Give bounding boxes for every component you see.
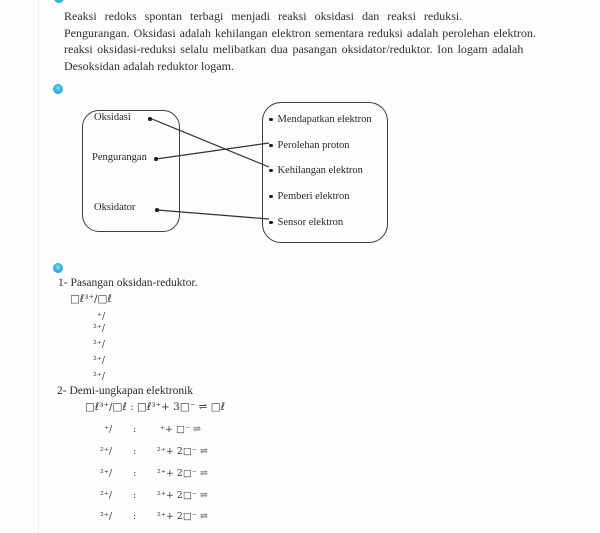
pair-cell: ²⁺/ — [100, 511, 113, 522]
connector-dot — [154, 157, 158, 161]
list-bullet-icon — [269, 144, 273, 148]
section1-row: ²⁺/ — [93, 371, 106, 382]
colon-cell: : — [133, 490, 137, 501]
colon-cell: : — [133, 424, 137, 435]
section2-row — [100, 511, 280, 525]
section1-title: 1- Pasangan oksidan-reduktor. — [58, 277, 198, 289]
pair-cell: ²⁺/ — [100, 446, 113, 457]
pair-cell: ²⁺/ — [100, 468, 113, 479]
definition-item — [269, 161, 363, 179]
equation-cell: ²⁺+ 2□⁻ ⇌ — [157, 468, 208, 479]
section2-row — [100, 446, 280, 460]
intro-line-2: Pengurangan. Oksidasi adalah kehilangan elektron sementara reduksi adalah perolehan elektron. — [64, 25, 536, 40]
term-oksidasi: Oksidasi — [94, 112, 131, 123]
section1-formula: □ℓ³⁺/□ℓ — [70, 293, 112, 305]
term-pengurangan: Pengurangan — [92, 152, 147, 163]
section2-formula: □ℓ³⁺/□ℓ : □ℓ³⁺+ 3□⁻ ⇌ □ℓ — [85, 401, 226, 413]
equation-cell: ²⁺+ 2□⁻ ⇌ — [157, 446, 208, 457]
definition-item — [269, 110, 372, 128]
intro-line-3: reaksi oksidasi-reduksi selalu melibatkan dua pasangan oksidator/reduktor. Ion logam adalah — [64, 42, 524, 56]
section2-row — [100, 468, 280, 482]
list-bullet-icon — [269, 169, 273, 173]
connector-dot — [148, 117, 152, 121]
term-oksidator: Oksidator — [94, 202, 136, 213]
intro-line-1: Reaksi redoks spontan terbagi menjadi reaksi oksidasi dan reaksi reduksi. — [64, 9, 463, 23]
equation-cell: ²⁺+ 2□⁻ ⇌ — [157, 511, 208, 522]
definition-label: Sensor elektron — [277, 216, 344, 228]
definition-item — [269, 213, 343, 231]
colon-cell: : — [133, 511, 137, 522]
section1-row: ²⁺/ — [93, 355, 106, 366]
section2-row — [100, 424, 280, 438]
connector-dot — [155, 208, 159, 212]
intro-line-4: Desoksidan adalah reduktor logam. — [64, 58, 234, 73]
definition-label: Kehilangan elektron — [277, 164, 363, 176]
list-bullet-icon — [269, 195, 273, 199]
section1-row: ²⁺/ — [93, 323, 106, 334]
pair-cell: ²⁺/ — [100, 490, 113, 501]
pair-cell: ⁺/ — [104, 424, 113, 435]
definition-label: Mendapatkan elektron — [277, 113, 372, 125]
section2-title: 2- Demi-ungkapan elektronik — [57, 385, 194, 397]
definition-item — [269, 136, 350, 154]
equation-cell: ⁺+ □⁻ ⇌ — [160, 424, 201, 435]
list-bullet-icon — [269, 118, 273, 122]
definition-label: Pemberi elektron — [277, 190, 350, 202]
colon-cell: : — [133, 446, 137, 457]
section2-row — [100, 490, 280, 504]
section1-row: ²⁺/ — [93, 339, 106, 350]
left-terms-box — [82, 110, 180, 232]
section1-row: ⁺/ — [97, 311, 106, 322]
colon-cell: : — [133, 468, 137, 479]
list-bullet-icon — [269, 221, 273, 225]
equation-cell: ²⁺+ 2□⁻ ⇌ — [157, 490, 208, 501]
definition-item — [269, 187, 350, 205]
definition-label: Perolehan proton — [277, 139, 350, 151]
